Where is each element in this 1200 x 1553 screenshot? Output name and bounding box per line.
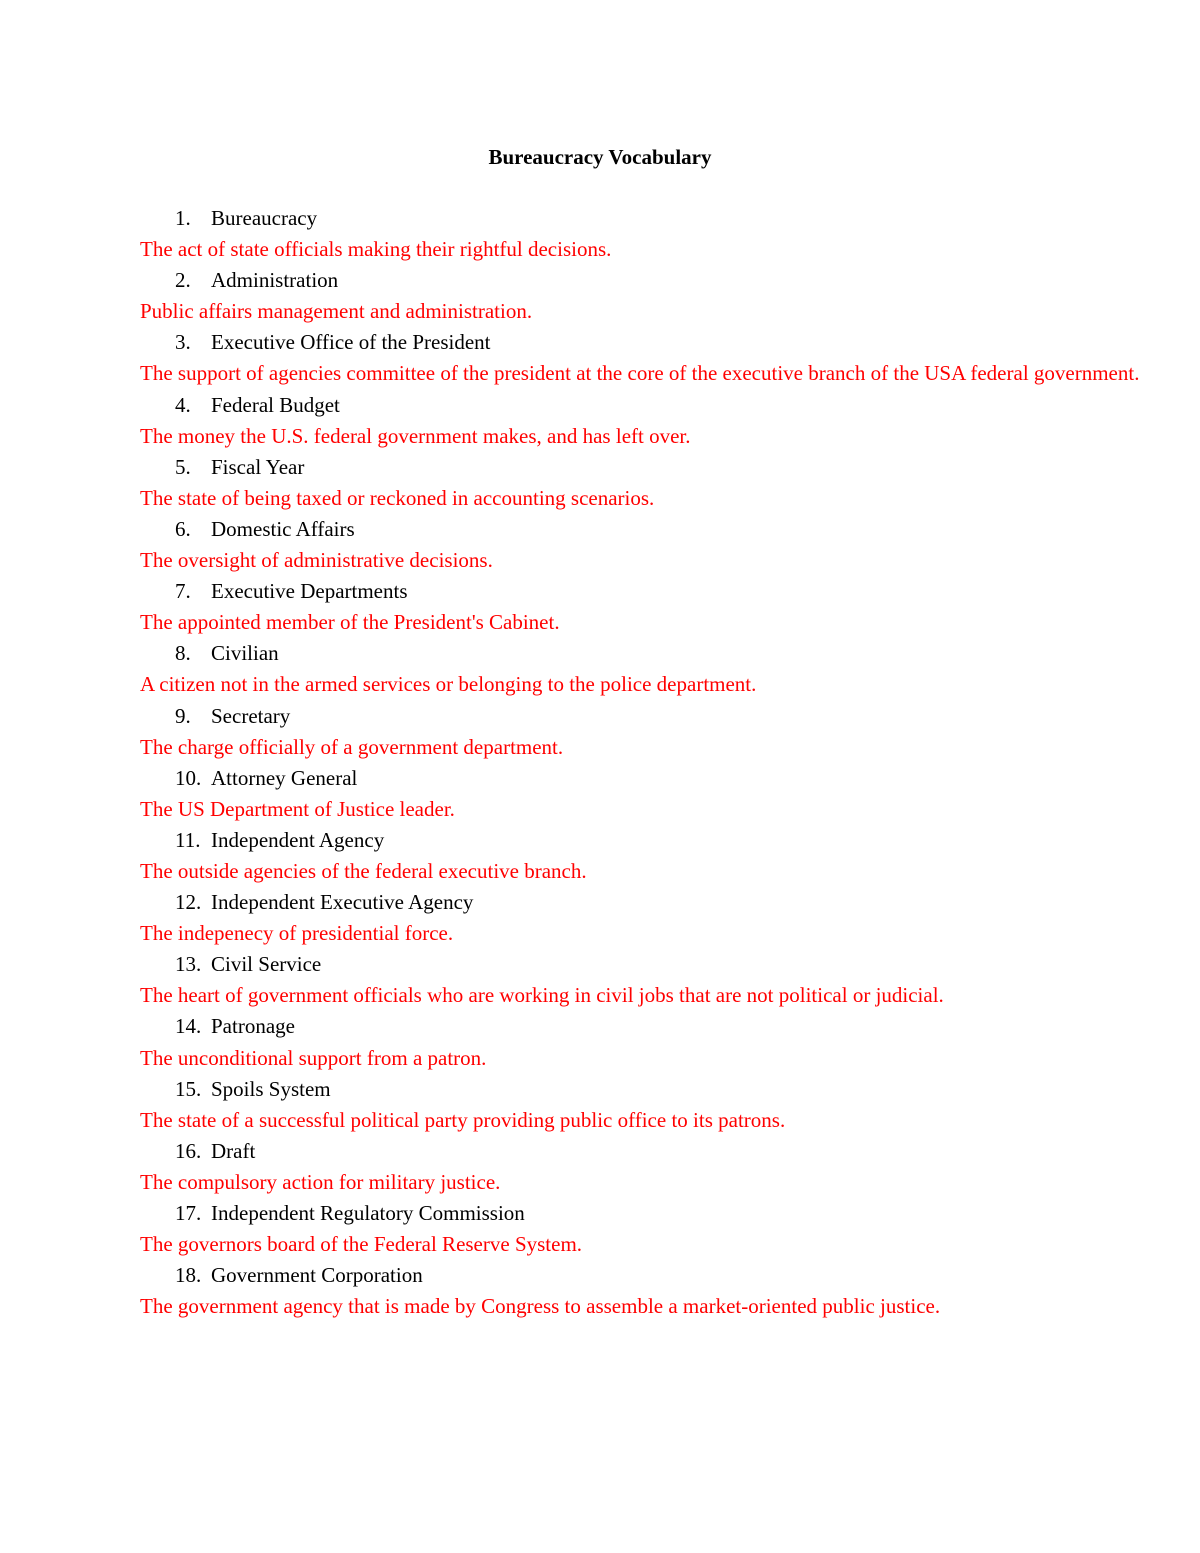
vocab-definition: The outside agencies of the federal executive branch. <box>140 858 587 883</box>
list-number: 15. <box>175 1076 202 1101</box>
vocab-definition: The state of a successful political party providing public office to its patrons. <box>140 1107 786 1132</box>
vocab-term-item <box>140 1198 1150 1229</box>
vocab-term-item <box>140 265 1150 296</box>
vocab-term-item <box>140 203 1150 234</box>
vocab-term: Executive Departments <box>211 579 408 604</box>
vocab-definition: A citizen not in the armed services or belonging to the police department. <box>140 672 757 697</box>
vocab-term: Executive Office of the President <box>211 330 491 355</box>
vocab-term-item <box>140 390 1150 421</box>
vocab-term-item <box>140 887 1150 918</box>
vocabulary-list <box>140 203 1150 1322</box>
vocab-term-item <box>140 949 1150 980</box>
vocab-term-item <box>140 514 1150 545</box>
list-number: 5. <box>175 454 191 479</box>
vocab-term-item <box>140 576 1150 607</box>
vocab-definition: The money the U.S. federal government makes, and has left over. <box>140 423 691 448</box>
vocab-term: Domestic Affairs <box>211 516 355 541</box>
list-number: 10. <box>175 765 202 790</box>
vocab-term-item <box>140 1074 1150 1105</box>
vocab-definition: The appointed member of the President's Cabinet. <box>140 610 560 635</box>
list-number: 12. <box>175 890 202 915</box>
list-number: 7. <box>175 579 191 604</box>
list-number: 6. <box>175 516 191 541</box>
vocab-term-item <box>140 763 1150 794</box>
vocab-term-item <box>140 1260 1150 1291</box>
vocab-definition: The oversight of administrative decisions. <box>140 548 493 573</box>
vocab-term-item <box>140 701 1150 732</box>
vocab-term-item <box>140 327 1150 358</box>
list-number: 8. <box>175 641 191 666</box>
vocab-definition: The government agency that is made by Congress to assemble a market-oriented public justice. <box>140 1294 941 1319</box>
list-number: 1. <box>175 206 191 230</box>
list-number: 17. <box>175 1201 202 1225</box>
vocab-term: Federal Budget <box>211 392 340 417</box>
vocab-definition: The US Department of Justice leader. <box>140 796 455 821</box>
list-number: 4. <box>175 392 191 417</box>
vocab-term: Bureaucracy <box>211 206 318 230</box>
vocab-term-item <box>140 825 1150 856</box>
vocab-definition: Public affairs management and administration. <box>140 299 533 324</box>
vocab-term: Civilian <box>211 641 279 666</box>
vocab-term: Fiscal Year <box>211 454 305 479</box>
list-number: 3. <box>175 330 191 355</box>
document-title: Bureaucracy Vocabulary <box>488 145 712 169</box>
vocab-definition: The support of agencies committee of the president at the core of the executive branch of the USA federal government. <box>140 361 1140 386</box>
vocab-term: Independent Executive Agency <box>211 890 474 915</box>
vocab-term: Government Corporation <box>211 1263 423 1288</box>
vocab-definition: The charge officially of a government department. <box>140 734 564 759</box>
vocab-term-item <box>140 452 1150 483</box>
vocab-definition: The act of state officials making their rightful decisions. <box>140 237 612 262</box>
list-number: 14. <box>175 1014 202 1039</box>
list-number: 18. <box>175 1263 202 1288</box>
list-number: 9. <box>175 703 191 728</box>
vocab-term: Independent Regulatory Commission <box>211 1201 525 1225</box>
list-number: 16. <box>175 1138 202 1163</box>
list-number: 13. <box>175 952 202 977</box>
vocab-definition: The unconditional support from a patron. <box>140 1045 487 1070</box>
vocab-term: Attorney General <box>211 765 358 790</box>
vocab-definition: The indepenecy of presidential force. <box>140 921 454 946</box>
list-number: 11. <box>175 827 201 852</box>
vocab-definition: The state of being taxed or reckoned in accounting scenarios. <box>140 485 655 510</box>
vocab-term-item <box>140 638 1150 669</box>
vocab-term: Draft <box>211 1138 256 1163</box>
vocab-definition: The governors board of the Federal Reserve System. <box>140 1232 583 1257</box>
vocab-term: Independent Agency <box>211 827 385 852</box>
vocab-term: Secretary <box>211 703 291 728</box>
vocab-term: Patronage <box>211 1014 295 1039</box>
list-number: 2. <box>175 268 191 293</box>
vocab-term: Spoils System <box>211 1076 331 1101</box>
vocab-term-item <box>140 1011 1150 1042</box>
vocab-definition: The compulsory action for military justice. <box>140 1169 501 1194</box>
vocab-term-item <box>140 1136 1150 1167</box>
vocab-term: Civil Service <box>211 952 322 977</box>
vocab-term: Administration <box>211 268 339 293</box>
vocab-definition: The heart of government officials who are working in civil jobs that are not political or judicial. <box>140 983 944 1008</box>
